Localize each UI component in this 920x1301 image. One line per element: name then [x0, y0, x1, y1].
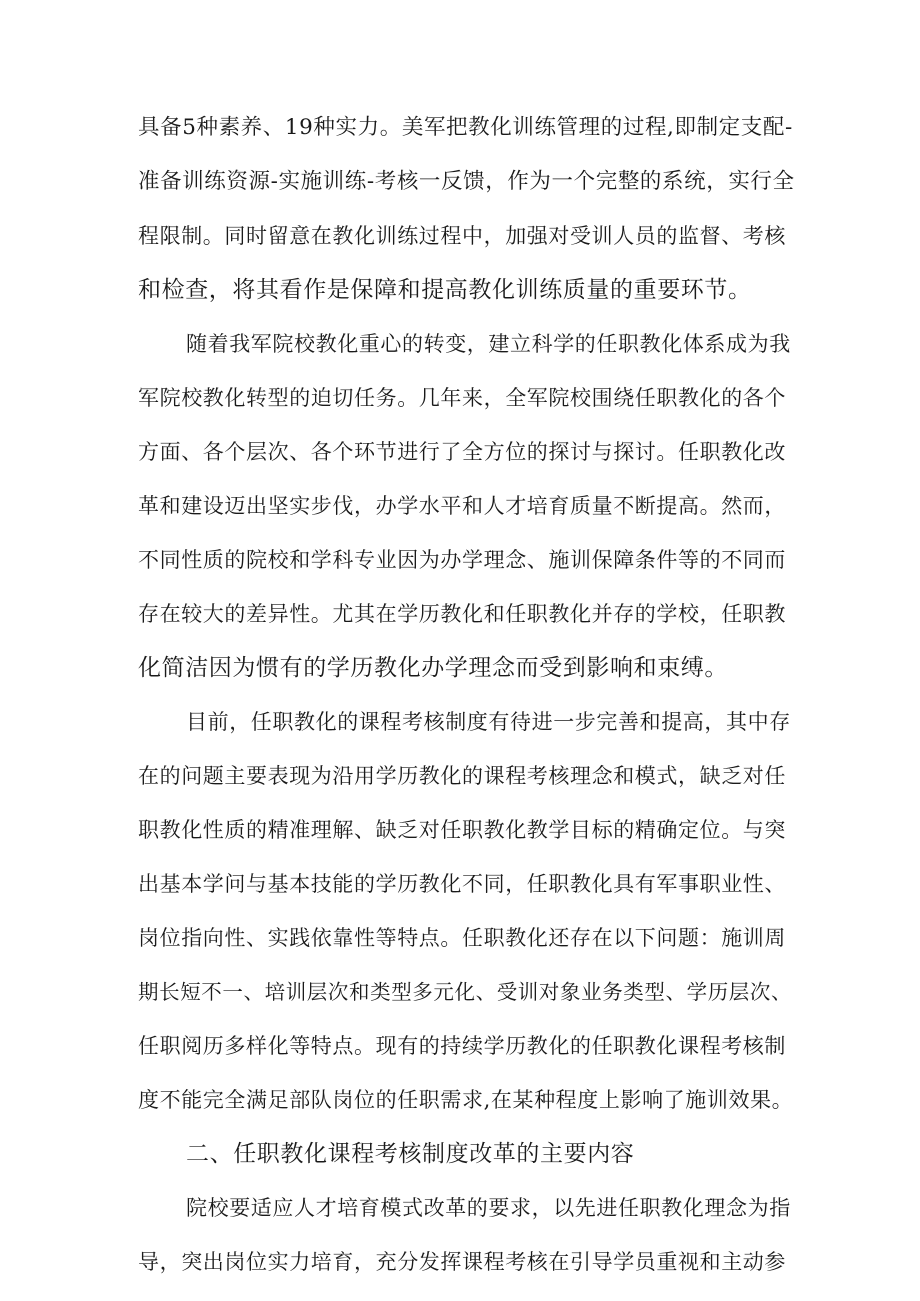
text-line: 准备训练资源-实施训练-考核一反馈，作为一个完整的系统，实行全 [138, 169, 795, 194]
text-line: 随着我军院校教化重心的转变，建立科学的任职教化体系成为我 [186, 332, 791, 356]
text-line: 导，突出岗位实力培育，充分发挥课程考核在引导学员重视和主动参 [138, 1250, 786, 1274]
text-line: 存在较大的差异性。尤其在学历教化和任职教化并存的学校，任职教 [138, 602, 786, 626]
text-line: 方面、各个层次、各个环节进行了全方位的探讨与探讨。任职教化改 [138, 440, 786, 464]
text-line: 院校要适应人才培育模式改革的要求，以先进任职教化理念为指 [186, 1196, 791, 1220]
text-line: 职教化性质的精准理解、缺乏对任职教化教学目标的精确定位。与突 [138, 818, 786, 842]
text-line: 和检查，将其看作是保障和提高教化训练质量的重要环节。 [138, 277, 752, 303]
section-heading: 二、任职教化课程考核制度改革的主要内容 [186, 1141, 635, 1167]
text-line: 期长短不一、培训层次和类型多元化、受训对象业务类型、学历层次、 [138, 980, 793, 1004]
text-line: 革和建设迈出坚实步伐，办学水平和人才培育质量不断提高。然而， [138, 494, 786, 518]
text-line: 目前，任职教化的课程考核制度有待进一步完善和提高，其中存 [186, 710, 791, 734]
text-line: 具备5种素养、19种实力。美军把教化训练管理的过程,即制定支配- [138, 115, 793, 140]
text-line: 岗位指向性、实践依靠性等特点。任职教化还存在以下问题：施训周 [138, 926, 786, 950]
text-line: 军院校教化转型的迫切任务。几年来，全军院校围绕任职教化的各个 [138, 386, 786, 410]
text-line: 出基本学问与基本技能的学历教化不同，任职教化具有军事职业性、 [138, 872, 786, 896]
text-line: 程限制。同时留意在教化训练过程中，加强对受训人员的监督、考核 [138, 224, 786, 248]
text-line: 化简洁因为惯有的学历教化办学理念而受到影响和束缚。 [138, 655, 728, 681]
text-line: 在的问题主要表现为沿用学历教化的课程考核理念和模式，缺乏对任 [138, 764, 786, 788]
body-text [138, 101, 798, 1289]
text-line: 度不能完全满足部队岗位的任职需求,在某种程度上影响了施训效果。 [138, 1088, 794, 1112]
text-line: 任职阅历多样化等特点。现有的持续学历教化的任职教化课程考核制 [138, 1034, 786, 1058]
text-line: 不同性质的院校和学科专业因为办学理念、施训保障条件等的不同而 [138, 548, 786, 572]
